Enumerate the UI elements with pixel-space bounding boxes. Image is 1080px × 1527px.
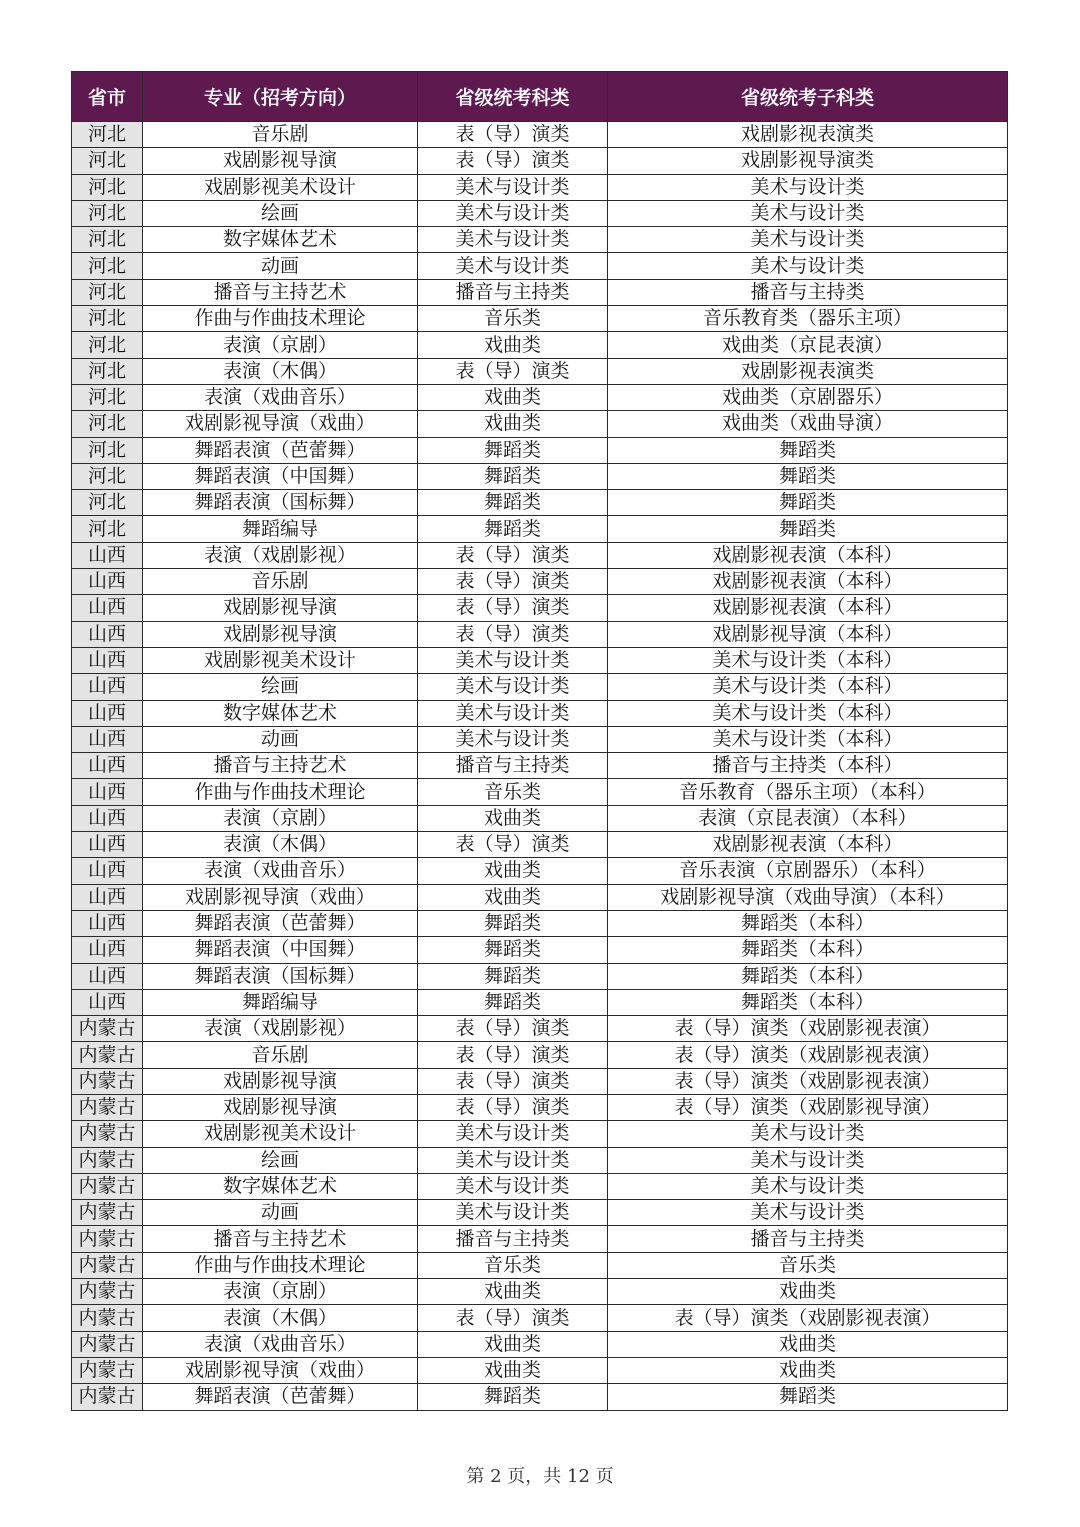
cell-province: 山西 <box>72 569 143 595</box>
cell-province: 河北 <box>72 200 143 226</box>
cell-exam-subcategory: 表演（京昆表演）（本科） <box>608 805 1008 831</box>
cell-exam-subcategory: 表（导）演类（戏剧影视表演） <box>608 1068 1008 1094</box>
table-row <box>72 542 1008 568</box>
cell-exam-category: 美术与设计类 <box>418 227 608 253</box>
table-row <box>72 253 1008 279</box>
table-row <box>72 1384 1008 1410</box>
cell-province: 内蒙古 <box>72 1252 143 1278</box>
table-row <box>72 384 1008 410</box>
cell-exam-category: 戏曲类 <box>418 858 608 884</box>
cell-exam-category: 戏曲类 <box>418 1357 608 1383</box>
cell-province: 内蒙古 <box>72 1121 143 1147</box>
cell-exam-subcategory: 戏剧影视表演（本科） <box>608 542 1008 568</box>
cell-major: 数字媒体艺术 <box>143 227 418 253</box>
table-row <box>72 674 1008 700</box>
cell-exam-category: 表（导）演类 <box>418 122 608 148</box>
cell-exam-subcategory: 舞蹈类 <box>608 437 1008 463</box>
cell-major: 动画 <box>143 726 418 752</box>
cell-major: 音乐剧 <box>143 569 418 595</box>
cell-exam-subcategory: 舞蹈类（本科） <box>608 963 1008 989</box>
cell-exam-subcategory: 表（导）演类（戏剧影视导演） <box>608 1094 1008 1120</box>
cell-exam-category: 美术与设计类 <box>418 1147 608 1173</box>
cell-exam-subcategory: 美术与设计类 <box>608 1173 1008 1199</box>
cell-province: 河北 <box>72 122 143 148</box>
table-row <box>72 1357 1008 1383</box>
cell-major: 表演（戏曲音乐） <box>143 384 418 410</box>
cell-province: 山西 <box>72 937 143 963</box>
cell-major: 音乐剧 <box>143 1042 418 1068</box>
cell-province: 内蒙古 <box>72 1305 143 1331</box>
cell-exam-category: 舞蹈类 <box>418 463 608 489</box>
cell-major: 音乐剧 <box>143 122 418 148</box>
cell-major: 表演（戏剧影视） <box>143 542 418 568</box>
cell-major: 播音与主持艺术 <box>143 1226 418 1252</box>
cell-exam-subcategory: 戏剧影视导演（戏曲导演）（本科） <box>608 884 1008 910</box>
table-row <box>72 884 1008 910</box>
cell-exam-subcategory: 音乐表演（京剧器乐）（本科） <box>608 858 1008 884</box>
header-major: 专业（招考方向） <box>143 72 418 122</box>
table-row <box>72 858 1008 884</box>
header-row <box>72 72 1008 122</box>
cell-exam-category: 舞蹈类 <box>418 1384 608 1410</box>
cell-province: 河北 <box>72 148 143 174</box>
cell-major: 戏剧影视导演 <box>143 148 418 174</box>
cell-exam-category: 表（导）演类 <box>418 1042 608 1068</box>
cell-exam-category: 表（导）演类 <box>418 1305 608 1331</box>
cell-exam-category: 美术与设计类 <box>418 253 608 279</box>
cell-major: 数字媒体艺术 <box>143 700 418 726</box>
table-row <box>72 463 1008 489</box>
cell-major: 播音与主持艺术 <box>143 279 418 305</box>
table-row <box>72 832 1008 858</box>
header-province: 省市 <box>72 72 143 122</box>
cell-exam-category: 舞蹈类 <box>418 989 608 1015</box>
cell-province: 河北 <box>72 516 143 542</box>
table-row <box>72 1305 1008 1331</box>
table-row <box>72 279 1008 305</box>
cell-province: 山西 <box>72 963 143 989</box>
cell-province: 山西 <box>72 779 143 805</box>
cell-exam-subcategory: 美术与设计类 <box>608 1147 1008 1173</box>
table-row <box>72 122 1008 148</box>
cell-exam-category: 美术与设计类 <box>418 700 608 726</box>
cell-exam-category: 舞蹈类 <box>418 963 608 989</box>
cell-major: 作曲与作曲技术理论 <box>143 306 418 332</box>
cell-exam-subcategory: 戏剧影视导演类 <box>608 148 1008 174</box>
cell-exam-subcategory: 表（导）演类（戏剧影视表演） <box>608 1016 1008 1042</box>
cell-major: 表演（木偶） <box>143 358 418 384</box>
cell-exam-subcategory: 播音与主持类（本科） <box>608 753 1008 779</box>
table-row <box>72 358 1008 384</box>
cell-major: 播音与主持艺术 <box>143 753 418 779</box>
table-row <box>72 437 1008 463</box>
cell-major: 表演（戏曲音乐） <box>143 858 418 884</box>
cell-exam-category: 美术与设计类 <box>418 674 608 700</box>
cell-province: 山西 <box>72 910 143 936</box>
cell-province: 河北 <box>72 490 143 516</box>
table-row <box>72 1042 1008 1068</box>
cell-province: 山西 <box>72 647 143 673</box>
cell-exam-subcategory: 舞蹈类（本科） <box>608 989 1008 1015</box>
table-row <box>72 647 1008 673</box>
table-row <box>72 1226 1008 1252</box>
table-row <box>72 1173 1008 1199</box>
cell-province: 内蒙古 <box>72 1094 143 1120</box>
table-row <box>72 1147 1008 1173</box>
cell-major: 戏剧影视导演（戏曲） <box>143 411 418 437</box>
cell-province: 内蒙古 <box>72 1200 143 1226</box>
cell-exam-category: 表（导）演类 <box>418 569 608 595</box>
cell-province: 山西 <box>72 595 143 621</box>
cell-exam-category: 戏曲类 <box>418 1279 608 1305</box>
table-row <box>72 148 1008 174</box>
cell-exam-subcategory: 戏剧影视表演（本科） <box>608 595 1008 621</box>
cell-major: 绘画 <box>143 674 418 700</box>
table-row <box>72 516 1008 542</box>
cell-major: 舞蹈表演（中国舞） <box>143 463 418 489</box>
header-exam-subcategory: 省级统考子科类 <box>608 72 1008 122</box>
cell-exam-subcategory: 美术与设计类 <box>608 1200 1008 1226</box>
table-row <box>72 937 1008 963</box>
cell-exam-category: 美术与设计类 <box>418 1121 608 1147</box>
cell-exam-category: 戏曲类 <box>418 1331 608 1357</box>
table-row <box>72 1331 1008 1357</box>
cell-province: 内蒙古 <box>72 1042 143 1068</box>
cell-exam-subcategory: 美术与设计类 <box>608 1121 1008 1147</box>
cell-exam-subcategory: 戏曲类（京剧器乐） <box>608 384 1008 410</box>
table-row <box>72 306 1008 332</box>
cell-province: 山西 <box>72 989 143 1015</box>
cell-province: 内蒙古 <box>72 1173 143 1199</box>
cell-exam-subcategory: 戏曲类（戏曲导演） <box>608 411 1008 437</box>
table-row <box>72 490 1008 516</box>
cell-exam-category: 表（导）演类 <box>418 1068 608 1094</box>
table-row <box>72 1200 1008 1226</box>
cell-exam-subcategory: 戏曲类 <box>608 1279 1008 1305</box>
cell-major: 作曲与作曲技术理论 <box>143 1252 418 1278</box>
cell-exam-category: 舞蹈类 <box>418 910 608 936</box>
cell-major: 动画 <box>143 1200 418 1226</box>
cell-major: 表演（京剧） <box>143 805 418 831</box>
cell-exam-category: 舞蹈类 <box>418 437 608 463</box>
cell-exam-category: 美术与设计类 <box>418 174 608 200</box>
table-row <box>72 595 1008 621</box>
cell-exam-category: 音乐类 <box>418 306 608 332</box>
header-exam-category: 省级统考科类 <box>418 72 608 122</box>
cell-major: 戏剧影视导演 <box>143 1068 418 1094</box>
cell-province: 河北 <box>72 306 143 332</box>
cell-exam-category: 戏曲类 <box>418 384 608 410</box>
cell-major: 戏剧影视导演（戏曲） <box>143 884 418 910</box>
cell-province: 山西 <box>72 858 143 884</box>
cell-exam-category: 美术与设计类 <box>418 1200 608 1226</box>
cell-province: 河北 <box>72 227 143 253</box>
cell-province: 山西 <box>72 726 143 752</box>
cell-major: 表演（木偶） <box>143 832 418 858</box>
cell-exam-subcategory: 戏剧影视表演类 <box>608 358 1008 384</box>
cell-exam-category: 戏曲类 <box>418 411 608 437</box>
table-row <box>72 910 1008 936</box>
cell-exam-category: 播音与主持类 <box>418 279 608 305</box>
table-body <box>72 122 1008 1411</box>
cell-exam-subcategory: 播音与主持类 <box>608 279 1008 305</box>
cell-exam-subcategory: 戏剧影视表演类 <box>608 122 1008 148</box>
cell-exam-subcategory: 美术与设计类（本科） <box>608 674 1008 700</box>
cell-major: 绘画 <box>143 200 418 226</box>
cell-exam-subcategory: 戏剧影视表演（本科） <box>608 832 1008 858</box>
cell-exam-category: 表（导）演类 <box>418 542 608 568</box>
cell-major: 戏剧影视美术设计 <box>143 1121 418 1147</box>
cell-exam-subcategory: 美术与设计类 <box>608 227 1008 253</box>
table-row <box>72 700 1008 726</box>
cell-major: 表演（戏曲音乐） <box>143 1331 418 1357</box>
cell-exam-category: 戏曲类 <box>418 332 608 358</box>
table-row <box>72 805 1008 831</box>
cell-exam-subcategory: 戏剧影视表演（本科） <box>608 569 1008 595</box>
cell-exam-subcategory: 美术与设计类（本科） <box>608 647 1008 673</box>
cell-province: 内蒙古 <box>72 1016 143 1042</box>
cell-exam-subcategory: 舞蹈类（本科） <box>608 937 1008 963</box>
cell-province: 河北 <box>72 332 143 358</box>
table-row <box>72 1068 1008 1094</box>
cell-major: 戏剧影视导演 <box>143 621 418 647</box>
table-row <box>72 779 1008 805</box>
cell-province: 山西 <box>72 621 143 647</box>
cell-major: 表演（戏剧影视） <box>143 1016 418 1042</box>
cell-major: 戏剧影视导演 <box>143 595 418 621</box>
cell-province: 山西 <box>72 753 143 779</box>
cell-exam-category: 播音与主持类 <box>418 1226 608 1252</box>
cell-exam-category: 表（导）演类 <box>418 1016 608 1042</box>
table-row <box>72 753 1008 779</box>
cell-exam-category: 戏曲类 <box>418 884 608 910</box>
cell-province: 内蒙古 <box>72 1279 143 1305</box>
cell-exam-subcategory: 音乐教育类（器乐主项） <box>608 306 1008 332</box>
cell-exam-subcategory: 舞蹈类（本科） <box>608 910 1008 936</box>
cell-province: 河北 <box>72 279 143 305</box>
cell-exam-subcategory: 舞蹈类 <box>608 490 1008 516</box>
cell-exam-subcategory: 播音与主持类 <box>608 1226 1008 1252</box>
cell-major: 戏剧影视导演（戏曲） <box>143 1357 418 1383</box>
cell-exam-category: 美术与设计类 <box>418 726 608 752</box>
cell-province: 内蒙古 <box>72 1068 143 1094</box>
cell-exam-subcategory: 美术与设计类 <box>608 253 1008 279</box>
cell-exam-subcategory: 戏曲类 <box>608 1357 1008 1383</box>
table-row <box>72 569 1008 595</box>
cell-exam-subcategory: 美术与设计类（本科） <box>608 726 1008 752</box>
page-number-footer: 第 2 页，共 12 页 <box>466 1466 614 1487</box>
cell-exam-category: 舞蹈类 <box>418 937 608 963</box>
cell-province: 内蒙古 <box>72 1147 143 1173</box>
cell-major: 表演（木偶） <box>143 1305 418 1331</box>
cell-major: 舞蹈表演（中国舞） <box>143 937 418 963</box>
cell-exam-subcategory: 音乐类 <box>608 1252 1008 1278</box>
cell-province: 河北 <box>72 384 143 410</box>
table-row <box>72 332 1008 358</box>
table-row <box>72 726 1008 752</box>
cell-exam-category: 美术与设计类 <box>418 647 608 673</box>
table-row <box>72 1252 1008 1278</box>
cell-major: 表演（京剧） <box>143 332 418 358</box>
table-header <box>72 72 1008 122</box>
cell-exam-category: 音乐类 <box>418 779 608 805</box>
cell-exam-category: 音乐类 <box>418 1252 608 1278</box>
cell-province: 内蒙古 <box>72 1331 143 1357</box>
cell-exam-subcategory: 表（导）演类（戏剧影视表演） <box>608 1305 1008 1331</box>
cell-province: 山西 <box>72 884 143 910</box>
document-table-container <box>71 71 1007 1411</box>
cell-province: 河北 <box>72 358 143 384</box>
table-row <box>72 963 1008 989</box>
cell-major: 动画 <box>143 253 418 279</box>
cell-province: 山西 <box>72 674 143 700</box>
table-row <box>72 989 1008 1015</box>
cell-exam-subcategory: 美术与设计类（本科） <box>608 700 1008 726</box>
cell-major: 舞蹈编导 <box>143 516 418 542</box>
cell-exam-category: 表（导）演类 <box>418 148 608 174</box>
cell-major: 舞蹈表演（芭蕾舞） <box>143 437 418 463</box>
cell-major: 数字媒体艺术 <box>143 1173 418 1199</box>
cell-province: 河北 <box>72 463 143 489</box>
cell-exam-subcategory: 舞蹈类 <box>608 516 1008 542</box>
cell-exam-category: 戏曲类 <box>418 805 608 831</box>
cell-province: 河北 <box>72 174 143 200</box>
cell-province: 河北 <box>72 411 143 437</box>
cell-province: 山西 <box>72 542 143 568</box>
cell-major: 戏剧影视美术设计 <box>143 174 418 200</box>
cell-exam-category: 表（导）演类 <box>418 621 608 647</box>
cell-major: 作曲与作曲技术理论 <box>143 779 418 805</box>
cell-exam-category: 表（导）演类 <box>418 1094 608 1120</box>
cell-major: 舞蹈编导 <box>143 989 418 1015</box>
cell-major: 舞蹈表演（国标舞） <box>143 490 418 516</box>
cell-province: 山西 <box>72 832 143 858</box>
cell-exam-category: 美术与设计类 <box>418 200 608 226</box>
cell-province: 山西 <box>72 805 143 831</box>
cell-exam-subcategory: 戏剧影视导演（本科） <box>608 621 1008 647</box>
cell-province: 山西 <box>72 700 143 726</box>
cell-province: 内蒙古 <box>72 1357 143 1383</box>
cell-exam-category: 舞蹈类 <box>418 490 608 516</box>
cell-province: 河北 <box>72 437 143 463</box>
cell-exam-category: 舞蹈类 <box>418 516 608 542</box>
cell-exam-subcategory: 表（导）演类（戏剧影视表演） <box>608 1042 1008 1068</box>
table-row <box>72 1121 1008 1147</box>
cell-major: 舞蹈表演（芭蕾舞） <box>143 1384 418 1410</box>
cell-exam-subcategory: 美术与设计类 <box>608 174 1008 200</box>
cell-exam-category: 美术与设计类 <box>418 1173 608 1199</box>
cell-exam-category: 表（导）演类 <box>418 832 608 858</box>
cell-province: 内蒙古 <box>72 1384 143 1410</box>
table-row <box>72 1094 1008 1120</box>
cell-exam-subcategory: 舞蹈类 <box>608 1384 1008 1410</box>
cell-exam-category: 表（导）演类 <box>418 595 608 621</box>
cell-major: 表演（京剧） <box>143 1279 418 1305</box>
cell-exam-subcategory: 舞蹈类 <box>608 463 1008 489</box>
cell-province: 内蒙古 <box>72 1226 143 1252</box>
cell-province: 河北 <box>72 253 143 279</box>
table-row <box>72 1279 1008 1305</box>
table-row <box>72 200 1008 226</box>
cell-major: 戏剧影视导演 <box>143 1094 418 1120</box>
cell-exam-subcategory: 戏曲类 <box>608 1331 1008 1357</box>
table-row <box>72 1016 1008 1042</box>
table-row <box>72 411 1008 437</box>
major-category-table <box>71 71 1008 1411</box>
cell-major: 绘画 <box>143 1147 418 1173</box>
cell-exam-category: 表（导）演类 <box>418 358 608 384</box>
cell-exam-subcategory: 美术与设计类 <box>608 200 1008 226</box>
table-row <box>72 227 1008 253</box>
cell-major: 舞蹈表演（国标舞） <box>143 963 418 989</box>
table-row <box>72 621 1008 647</box>
cell-exam-subcategory: 戏曲类（京昆表演） <box>608 332 1008 358</box>
table-row <box>72 174 1008 200</box>
cell-exam-subcategory: 音乐教育（器乐主项）（本科） <box>608 779 1008 805</box>
cell-exam-category: 播音与主持类 <box>418 753 608 779</box>
cell-major: 戏剧影视美术设计 <box>143 647 418 673</box>
cell-major: 舞蹈表演（芭蕾舞） <box>143 910 418 936</box>
